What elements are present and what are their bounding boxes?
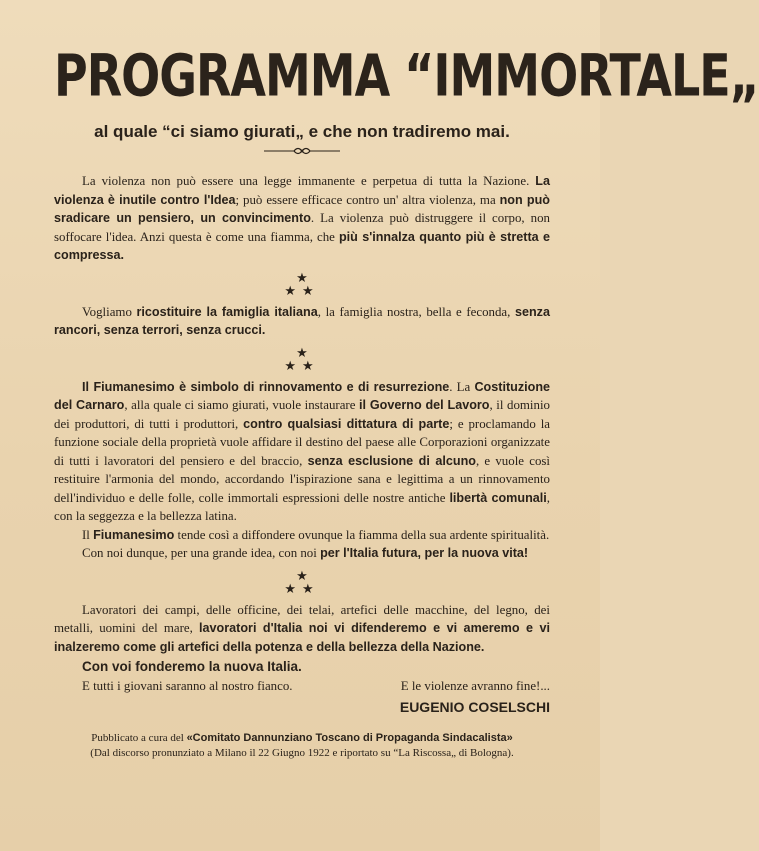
body-run: ; e proclamando la funzione sociale della proprietà vuole affidare il destino del paese alle Corporazioni organizzate di tutti i lavoratori del pensiero e del braccio, <box>54 416 550 468</box>
emphasized-text: Fiumanesimo <box>93 527 175 542</box>
paragraph-violenza <box>54 172 550 265</box>
paragraph-lavoratori <box>54 601 550 657</box>
footer <box>54 731 550 761</box>
emphasized-text: Costituzione del Carnaro <box>54 379 551 412</box>
emphasized-text: per l'Italia futura, per la nuova vita! <box>320 546 529 560</box>
body-run: tende così a diffondere ovunque la fiamma della sua ardente spiritualità. <box>174 527 550 542</box>
footer-publisher <box>54 731 550 746</box>
body-run: , alla quale ci siamo giurati, vuole instaurare <box>124 398 360 412</box>
body-run: ; può essere efficace contro un' altra violenza, ma <box>235 192 500 207</box>
emphasized-text: non può sradicare un pensiero, un convincimento <box>54 192 550 225</box>
body-run: , e vuole così restituire l'armonia del mondo, accordando l'ispirazione sana e legittima a un rinnovamento dell'individuo e delle folle, colle immortali espressioni delle nostre antiche <box>54 453 550 505</box>
footer-organization: «Comitato Dannunziano Toscano di Propaganda Sindacalista» <box>186 732 513 744</box>
final-line-right: E le violenze avranno fine!... <box>400 678 550 693</box>
three-stars-asterism-icon: ★ ★★ <box>284 567 320 596</box>
footer-source: (Dal discorso pronunziato a Milano il 22 Giugno 1922 e riportato su “La Riscossa„ di Bologna). <box>90 747 514 759</box>
body-run: , il dominio dei produttori, di tutti i produttori, <box>54 398 550 431</box>
paragraph-fiamma <box>54 526 550 545</box>
emphasized-text: ricostituire la famiglia italiana <box>136 304 318 319</box>
emphasized-text: senza rancori, senza terrori, senza crucci. <box>54 304 550 337</box>
body-text <box>54 172 550 695</box>
emphasized-text: più s'innalza quanto più è stretta e compressa. <box>54 229 551 262</box>
emphasized-text: lavoratori d'Italia noi vi difenderemo e vi ameremo e vi inalzeremo come gli artefici della potenza e della bellezza della Nazione. <box>54 621 551 654</box>
footer-prefix: Pubblicato a cura del <box>91 732 187 744</box>
body-run: , con la seggezza e la bellezza latina. <box>54 490 551 523</box>
emphasized-text: senza esclusione di alcuno <box>307 453 476 468</box>
body-run: . La violenza può distruggere il corpo, non soffocare l'idea. Anzi questa è come una fiamma, che <box>54 211 551 244</box>
emphasized-text: il Governo del Lavoro <box>359 398 490 412</box>
scroll-ornament-icon <box>54 146 550 156</box>
emphasized-text: Il Fiumanesimo è simbolo di rinnovamento e di resurrezione <box>82 379 450 394</box>
final-line <box>54 677 550 696</box>
body-run: , la famiglia nostra, bella e feconda, <box>317 304 515 319</box>
closing-line: Con voi fonderemo la nuova Italia. <box>82 659 302 674</box>
body-run: La violenza non può essere una legge immanente e perpetua di tutta la Nazione. <box>82 174 536 188</box>
emphasized-text: La violenza è inutile contro l'Idea <box>54 174 550 207</box>
paragraph-famiglia <box>54 303 550 340</box>
three-stars-asterism-icon: ★ ★★ <box>284 269 320 298</box>
emphasized-text: contro qualsiasi dittatura di parte <box>243 416 450 431</box>
page-subtitle: al quale “ci siamo giurati„ e che non tradiremo mai. <box>94 122 510 141</box>
page-title: PROGRAMMA “IMMORTALE„ <box>54 41 759 110</box>
body-run: Vogliamo <box>82 304 137 319</box>
body-run: Con noi dunque, per una grande idea, con noi <box>82 546 321 560</box>
body-run: Il <box>82 527 94 542</box>
paragraph-fiumanesimo <box>54 378 550 526</box>
three-stars-asterism-icon: ★ ★★ <box>284 344 320 373</box>
final-line-left: E tutti i giovani saranno al nostro fianco. <box>82 678 293 693</box>
body-run: Lavoratori dei campi, delle officine, dei telai, artefici delle macchine, del legno, dei metalli, uomini del mare, <box>54 602 550 635</box>
emphasized-text: libertà comunali <box>449 490 547 505</box>
signature: EUGENIO COSELSCHI <box>399 699 550 715</box>
paragraph-italia-futura <box>54 544 550 563</box>
body-run: . La <box>449 379 475 394</box>
